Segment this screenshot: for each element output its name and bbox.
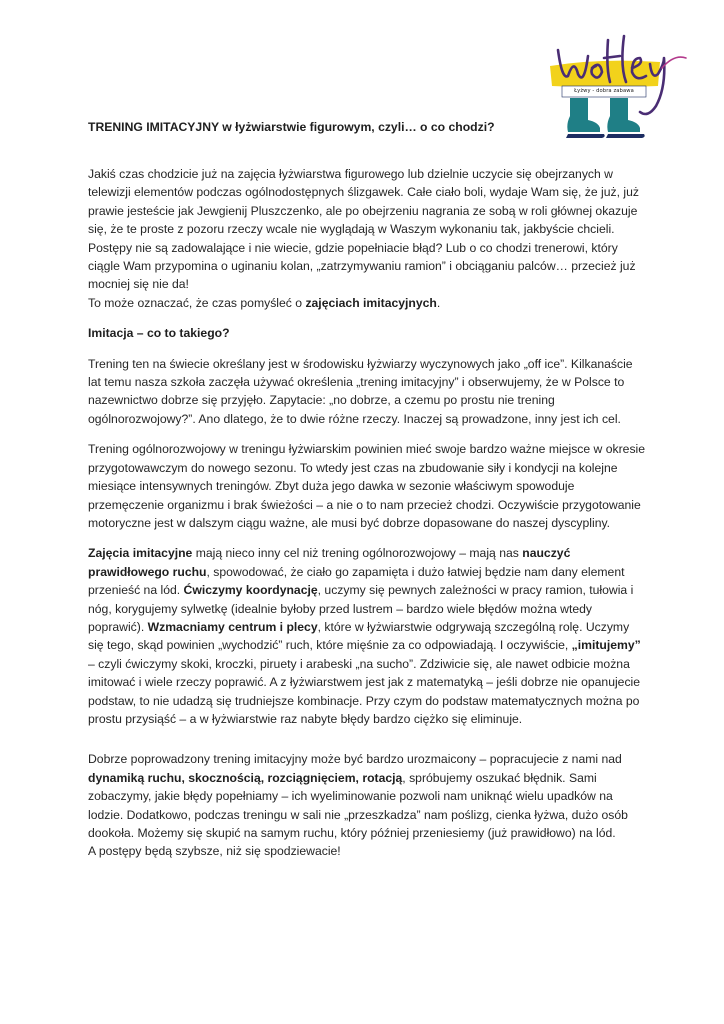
closing-line: A postępy będą szybsze, niż się spodziewacie! <box>88 844 341 859</box>
imitation-paragraph: Zajęcia imitacyjne mają nieco inny cel niż trening ogólnorozwojowy – mają nas nauczyć prawidłowego ruchu, spowodować, że ciało go zapamięta i dużo łatwiej będzie nam dany element przenieść na lód. Ćwiczymy koordynację, uczymy się pewnych zależności w pracy ramion, tułowia i nóg, korygujemy sylwetkę (idealnie byłoby przed lustrem – bardzo wiele błędów można wtedy poprawić). Wzmacniamy centrum i plecy, które w łyżwiarstwie odgrywają szczególną rolę. Uczymy się tego, skąd powinien „wychodzić” ruch, które mięśnie za co odpowiadają. I oczywiście, „imitujemy” – czyli ćwiczymy skoki, kroczki, piruety i arabeski „na sucho”. Zdziwicie się, ale nawet odbicie można imitować i wiele rzeczy poprawić. A z łyżwiarstwem jest jak z matematyką – jeśli dobrze nie opanujecie podstaw, to nie udadzą się trudniejsze kombinacje. Przy czym do podstaw matematycznych można po prostu przysiąść – a w łyżwiarstwie raz nabyte błędy bardzo ciężko się eliminuje. <box>88 546 641 726</box>
wotley-logo <box>540 28 690 143</box>
intro-conclusion: To może oznaczać, że czas pomyśleć o zajęciach imitacyjnych. <box>88 295 441 310</box>
general-training-paragraph: Trening ogólnorozwojowy w treningu łyżwiarskim powinien mieć swoje bardzo ważne miejsce w okresie przygotowawczym do nowego sezonu. To wtedy jest czas na zbudowanie siły i kondycji na kolejne miesiące intensywnych treningów. Zbyt duża jego dawka w sezonie właściwym spowoduje przemęczenie organizmu i brak świeżości – a nie o to nam przecież chodzi. Oczywiście przygotowanie motoryczne jest w dalszym ciągu ważne, ale musi być dobrze dopasowane do naszej dyscypliny. <box>88 442 646 530</box>
office-paragraph: Trening ten na świecie określany jest w środowisku łyżwiarzy wyczynowych jako „off ice”. Kilkanaście lat temu nasza szkoła zaczęła używać określenia „trening imitacyjny” i obserwujemy, że w Polsce to nazewnictwo dobrze się przyjęło. Zapytacie: „no dobrze, a czemu po prostu nie trening ogólnorozwojowy?”. Ano dlatego, że to dwie różne rzeczy. Inaczej są prowadzone, inny jest ich cel. <box>88 356 633 426</box>
article-body <box>88 165 648 861</box>
page-title: TRENING IMITACYJNY w łyżwiarstwie figurowym, czyli… o co chodzi? <box>88 120 495 134</box>
final-paragraph: Dobrze poprowadzony trening imitacyjny może być bardzo urozmaicony – popracujecie z nami nad dynamiką ruchu, skocznością, rozciągnięciem, rotacją, spróbujemy oszukać błędnik. Sami zobaczymy, jakie błędy popełniamy – ich wyeliminowanie pozwoli nam uniknąć wielu upadków na lodzie. Dodatkowo, podczas treningu w sali nie „przeszkadza” nam poślizg, cienka łyżwa, dużo osób dookoła. Możemy się skupić na samym ruchu, który później przeniesiemy (już prawidłowo) na lód. <box>88 752 628 840</box>
logo-caption: Łyżwy - dobra zabawa <box>574 88 634 94</box>
intro-paragraph: Jakiś czas chodzicie już na zajęcia łyżwiarstwa figurowego lub dzielnie uczycie się obejrzanych w telewizji elementów podczas ogólnodostępnych ślizgawek. Całe ciało boli, wydaje Wam się, że już, już prawie jesteście jak Jewgienij Pluszczenko, ale po obejrzeniu nagrania ze sobą w roli głównej okazuje się, że te proste z pozoru rzeczy wcale nie wyglądają w Waszym wykonaniu tak, jakbyście chcieli. Postępy nie są zadowalające i nie wiecie, gdzie popełniacie błąd? Lub o co chodzi trenerowi, który ciągle Wam przypomina o uginaniu kolan, „zatrzymywaniu ramion” i obciąganiu palców… przecież już mocniej się nie da! <box>88 167 639 292</box>
section-heading: Imitacja – co to takiego? <box>88 326 230 341</box>
